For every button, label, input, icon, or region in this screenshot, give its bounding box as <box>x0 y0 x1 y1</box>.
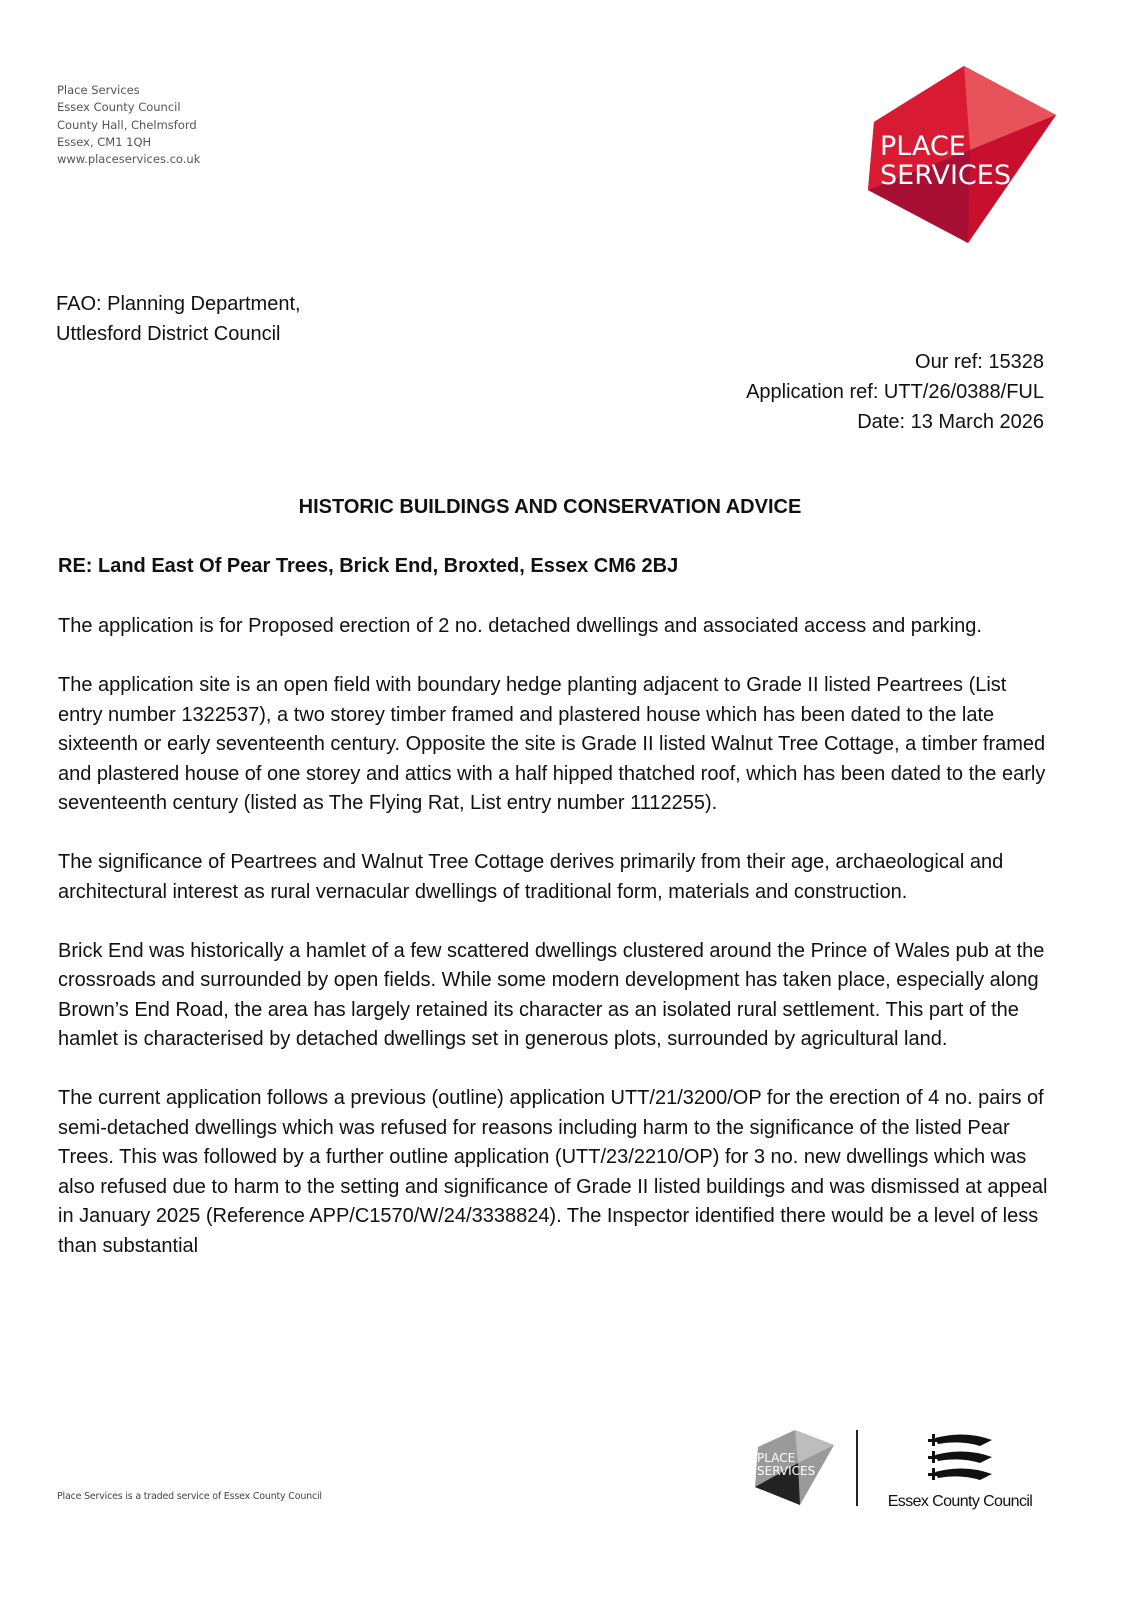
place-services-logo <box>860 60 1060 250</box>
place-services-footer-logo <box>750 1425 840 1510</box>
address-line: Essex County Council <box>57 100 181 115</box>
address-line: Place Services <box>57 83 140 97</box>
document-title: HISTORIC BUILDINGS AND CONSERVATION ADVICE <box>298 496 802 518</box>
address-line: County Hall, Chelmsford <box>57 117 197 132</box>
logo-text: SERVICES <box>757 1464 816 1478</box>
essex-county-council-logo <box>880 1428 1040 1511</box>
paragraph: The application site is an open field with boundary hedge planting adjacent to Grade II listed Peartrees (List entry number 1322537), a two storey timber framed and plastered house which has been dated to the late sixteenth or early seventeenth century. Opposite the site is Grade II listed Walnut Tree Cottage, a timber framed and plastered house of one storey and attics with a half hipped thatched roof, which has been dated to the early seventeenth century (listed as The Flying Rat, List entry number 1112255). <box>58 674 1046 814</box>
footer-note: Place Services is a traded service of Essex County Council <box>57 1491 322 1502</box>
letter-date: Date: 13 March 2026 <box>857 411 1044 433</box>
essex-county-council-name: Essex County Council <box>887 1493 1033 1510</box>
logo-text: SERVICES <box>880 160 1011 191</box>
recipient-line: Uttlesford District Council <box>56 323 281 345</box>
application-ref: Application ref: UTT/26/0388/FUL <box>746 381 1044 403</box>
recipient-line: FAO: Planning Department, <box>56 293 301 315</box>
logo-text: PLACE <box>757 1451 796 1465</box>
subject-line: RE: Land East Of Pear Trees, Brick End, Broxted, Essex CM6 2BJ <box>58 555 679 577</box>
website-link[interactable]: www.placeservices.co.uk <box>57 152 201 167</box>
logo-text: PLACE <box>880 131 966 162</box>
paragraph: The current application follows a previous (outline) application UTT/21/3200/OP for the erection of 4 no. pairs of semi-detached dwellings which was refused for reasons including harm to the significance of the listed Pear Trees. This was followed by a further outline application (UTT/23/2210/OP) for 3 no. new dwellings which was also refused due to harm to the setting and significance of Grade II listed buildings and was dismissed at appeal in January 2025 (Reference APP/C1570/W/24/3338824). The Inspector identified there would be a level of less than substantial <box>58 1087 1048 1257</box>
letter-body <box>58 612 1048 1291</box>
reference-block <box>746 347 1044 437</box>
our-ref: Our ref: 15328 <box>915 351 1044 373</box>
recipient <box>56 289 301 349</box>
footer-divider <box>856 1430 858 1506</box>
paragraph: Brick End was historically a hamlet of a few scattered dwellings clustered around the Prince of Wales pub at the crossroads and surrounded by open fields. While some modern development has taken place, especially along Brown’s End Road, the area has largely retained its character as an isolated rural settlement. This part of the hamlet is characterised by detached dwellings set in generous plots, surrounded by agricultural land. <box>58 939 1045 1050</box>
paragraph: The significance of Peartrees and Walnut Tree Cottage derives primarily from their age, archaeological and architectural interest as rural vernacular dwellings of traditional form, materials and construction. <box>58 851 1004 903</box>
address-line: Essex, CM1 1QH <box>57 134 152 149</box>
sender-address <box>57 82 200 168</box>
three-seaxes-icon <box>880 1428 1040 1486</box>
paragraph: The application is for Proposed erection of 2 no. detached dwellings and associated access and parking. <box>58 615 982 637</box>
